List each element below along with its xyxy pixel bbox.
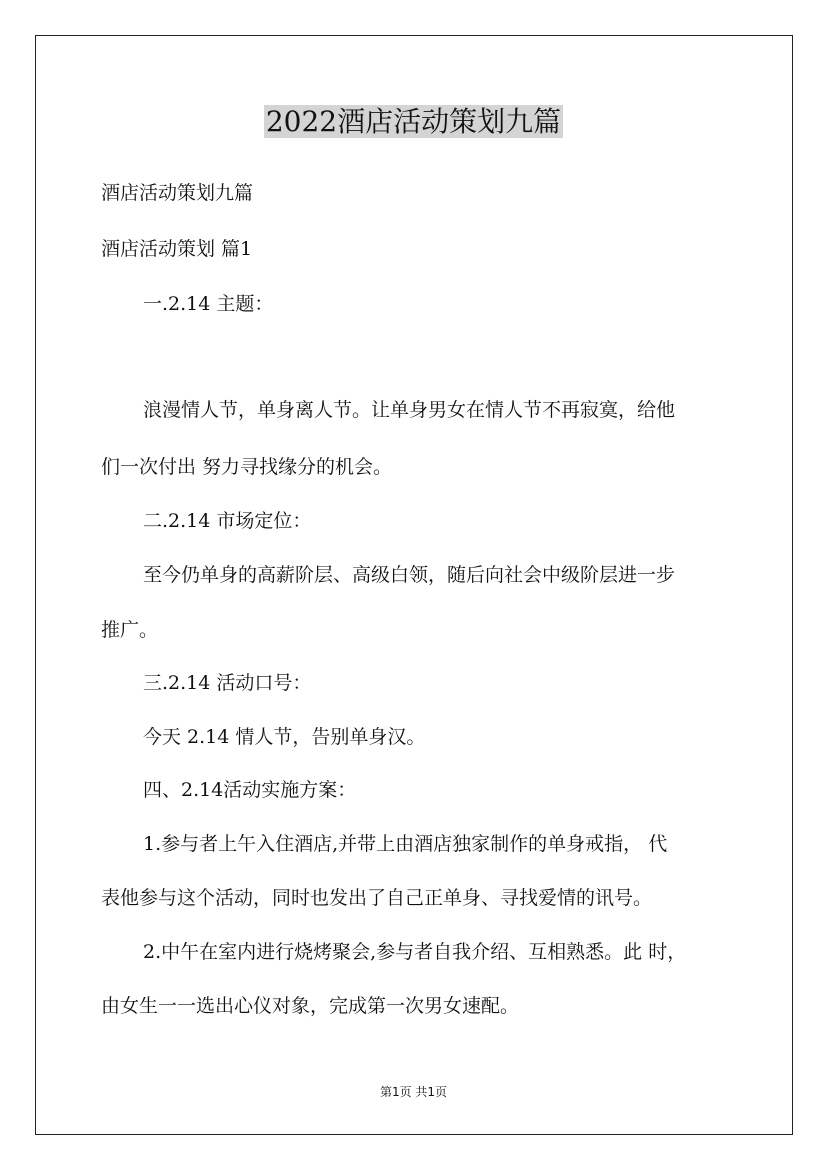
page-footer: 第1页 共1页 — [379, 1085, 448, 1099]
heading-line: 酒店活动策划九篇 — [101, 182, 254, 204]
subsection-heading: 二.2.14 市场定位： — [143, 510, 312, 532]
document-title-text: 2022酒店活动策划九篇 — [265, 105, 562, 138]
paragraph-line: 们一次付出 努力寻找缘分的机会。 — [101, 456, 393, 478]
paragraph-line: 至今仍单身的高薪阶层、高级白领，随后向社会中级阶层进一步 — [143, 564, 676, 586]
document-title — [0, 104, 827, 140]
paragraph-line: 表他参与这个活动，同时也发出了自己正单身、寻找爱情的讯号。 — [101, 887, 653, 909]
paragraph-line: 浪漫情人节，单身离人节。让单身男女在情人节不再寂寞，给他 — [143, 399, 676, 421]
paragraph-line: 1.参与者上午入住酒店,并带上由酒店独家制作的单身戒指， 代 — [143, 833, 668, 855]
paragraph-line: 推广。 — [101, 619, 159, 641]
subsection-heading: 三.2.14 活动口号： — [143, 672, 312, 694]
paragraph-line: 今天 2.14 情人节，告别单身汉。 — [143, 726, 426, 748]
subsection-heading: 一.2.14 主题： — [143, 293, 274, 315]
subsection-heading: 四、2.14活动实施方案： — [143, 779, 357, 801]
paragraph-line: 2.中午在室内进行烧烤聚会,参与者自我介绍、互相熟悉。此 时， — [143, 941, 687, 963]
section-heading: 酒店活动策划 篇1 — [101, 238, 253, 260]
paragraph-line: 由女生一一选出心仪对象，完成第一次男女速配。 — [101, 995, 520, 1017]
